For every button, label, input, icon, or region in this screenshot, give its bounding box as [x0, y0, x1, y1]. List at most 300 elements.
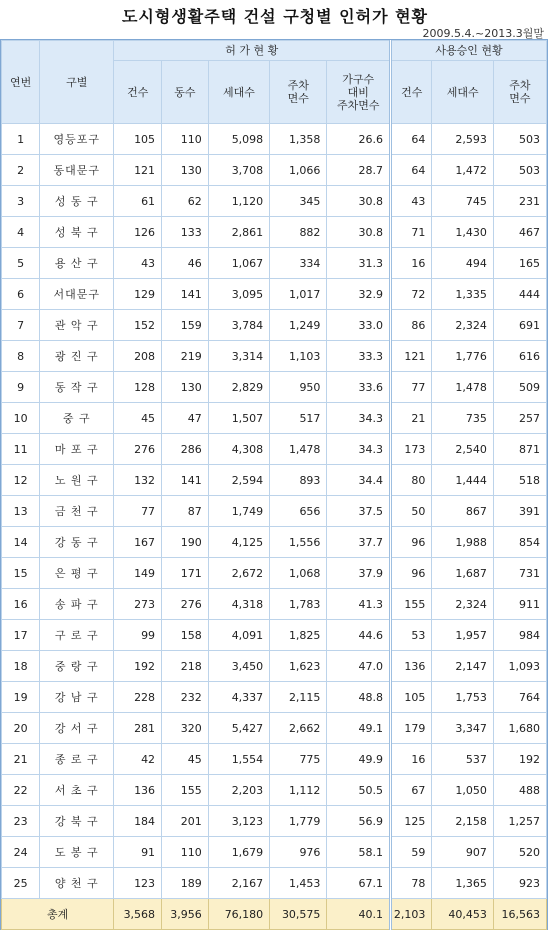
row-approval-units: 1,753: [432, 682, 493, 713]
row-approval-parking: 231: [493, 186, 546, 217]
row-cases: 123: [114, 868, 162, 899]
row-approval-units: 1,988: [432, 527, 493, 558]
row-cases: 167: [114, 527, 162, 558]
row-ratio: 26.6: [327, 124, 391, 155]
row-approval-cases: 72: [391, 279, 432, 310]
row-approval-units: 1,365: [432, 868, 493, 899]
total-ratio: 40.1: [327, 899, 391, 930]
row-units: 2,167: [208, 868, 269, 899]
row-cases: 281: [114, 713, 162, 744]
row-approval-cases: 67: [391, 775, 432, 806]
row-parking: 345: [270, 186, 327, 217]
row-units: 4,337: [208, 682, 269, 713]
row-units: 3,095: [208, 279, 269, 310]
row-approval-units: 2,158: [432, 806, 493, 837]
row-district: 강 동 구: [40, 527, 114, 558]
row-units: 1,120: [208, 186, 269, 217]
row-district: 강 북 구: [40, 806, 114, 837]
row-approval-units: 2,593: [432, 124, 493, 155]
row-approval-units: 1,472: [432, 155, 493, 186]
row-units: 5,098: [208, 124, 269, 155]
row-approval-parking: 1,093: [493, 651, 546, 682]
row-ratio: 58.1: [327, 837, 391, 868]
table-row: [2, 372, 547, 403]
header-district: 구별: [40, 41, 114, 124]
row-cases: 105: [114, 124, 162, 155]
row-approval-cases: 80: [391, 465, 432, 496]
row-approval-units: 1,444: [432, 465, 493, 496]
row-parking: 1,112: [270, 775, 327, 806]
row-cases: 121: [114, 155, 162, 186]
row-approval-parking: 764: [493, 682, 546, 713]
row-number: 14: [2, 527, 40, 558]
row-number: 13: [2, 496, 40, 527]
row-parking: 775: [270, 744, 327, 775]
header-approval-cases: 건수: [391, 61, 432, 124]
row-ratio: 50.5: [327, 775, 391, 806]
row-ratio: 49.1: [327, 713, 391, 744]
row-units: 2,861: [208, 217, 269, 248]
table-row: [2, 496, 547, 527]
row-approval-cases: 21: [391, 403, 432, 434]
header-permit-units: 세대수: [208, 61, 269, 124]
row-approval-parking: 518: [493, 465, 546, 496]
row-number: 10: [2, 403, 40, 434]
row-parking: 1,358: [270, 124, 327, 155]
row-parking: 1,779: [270, 806, 327, 837]
row-approval-parking: 731: [493, 558, 546, 589]
row-approval-parking: 520: [493, 837, 546, 868]
row-number: 24: [2, 837, 40, 868]
total-approval-cases: 2,103: [391, 899, 432, 930]
header-permit-parking: 주차 면수: [270, 61, 327, 124]
row-buildings: 87: [162, 496, 209, 527]
row-cases: 42: [114, 744, 162, 775]
row-district: 강 남 구: [40, 682, 114, 713]
row-district: 금 천 구: [40, 496, 114, 527]
row-cases: 149: [114, 558, 162, 589]
row-parking: 1,068: [270, 558, 327, 589]
row-units: 3,314: [208, 341, 269, 372]
row-units: 2,594: [208, 465, 269, 496]
header-approval-units: 세대수: [432, 61, 493, 124]
row-buildings: 218: [162, 651, 209, 682]
header-approval-parking: 주차 면수: [493, 61, 546, 124]
row-buildings: 320: [162, 713, 209, 744]
table-row: [2, 434, 547, 465]
row-parking: 1,017: [270, 279, 327, 310]
row-ratio: 37.7: [327, 527, 391, 558]
row-units: 1,679: [208, 837, 269, 868]
row-ratio: 30.8: [327, 217, 391, 248]
row-number: 7: [2, 310, 40, 341]
row-cases: 126: [114, 217, 162, 248]
row-units: 4,091: [208, 620, 269, 651]
row-approval-cases: 136: [391, 651, 432, 682]
row-approval-cases: 77: [391, 372, 432, 403]
row-buildings: 110: [162, 837, 209, 868]
row-buildings: 276: [162, 589, 209, 620]
row-approval-units: 907: [432, 837, 493, 868]
row-district: 양 천 구: [40, 868, 114, 899]
table-row: [2, 155, 547, 186]
row-district: 서대문구: [40, 279, 114, 310]
row-units: 3,708: [208, 155, 269, 186]
row-approval-parking: 509: [493, 372, 546, 403]
row-district: 광 진 구: [40, 341, 114, 372]
row-ratio: 28.7: [327, 155, 391, 186]
row-approval-cases: 179: [391, 713, 432, 744]
row-cases: 228: [114, 682, 162, 713]
row-units: 5,427: [208, 713, 269, 744]
row-buildings: 130: [162, 155, 209, 186]
row-approval-cases: 50: [391, 496, 432, 527]
row-parking: 1,556: [270, 527, 327, 558]
row-buildings: 45: [162, 744, 209, 775]
row-approval-cases: 96: [391, 558, 432, 589]
row-ratio: 48.8: [327, 682, 391, 713]
row-approval-cases: 43: [391, 186, 432, 217]
row-cases: 45: [114, 403, 162, 434]
table-row: [2, 217, 547, 248]
row-number: 4: [2, 217, 40, 248]
row-number: 6: [2, 279, 40, 310]
row-approval-parking: 467: [493, 217, 546, 248]
row-ratio: 37.9: [327, 558, 391, 589]
row-district: 성 북 구: [40, 217, 114, 248]
row-approval-parking: 1,257: [493, 806, 546, 837]
row-parking: 2,662: [270, 713, 327, 744]
row-approval-units: 1,687: [432, 558, 493, 589]
row-approval-parking: 192: [493, 744, 546, 775]
row-district: 종 로 구: [40, 744, 114, 775]
row-parking: 1,453: [270, 868, 327, 899]
total-approval-parking: 16,563: [493, 899, 546, 930]
row-district: 동 작 구: [40, 372, 114, 403]
row-approval-units: 745: [432, 186, 493, 217]
row-buildings: 232: [162, 682, 209, 713]
row-approval-parking: 691: [493, 310, 546, 341]
row-ratio: 44.6: [327, 620, 391, 651]
row-approval-parking: 871: [493, 434, 546, 465]
row-district: 관 악 구: [40, 310, 114, 341]
row-parking: 1,825: [270, 620, 327, 651]
row-ratio: 30.8: [327, 186, 391, 217]
row-cases: 77: [114, 496, 162, 527]
row-approval-parking: 616: [493, 341, 546, 372]
table-row: [2, 868, 547, 899]
row-district: 구 로 구: [40, 620, 114, 651]
total-approval-units: 40,453: [432, 899, 493, 930]
row-approval-units: 1,478: [432, 372, 493, 403]
total-parking: 30,575: [270, 899, 327, 930]
row-approval-cases: 78: [391, 868, 432, 899]
row-approval-units: 2,324: [432, 310, 493, 341]
table-row: [2, 806, 547, 837]
row-number: 2: [2, 155, 40, 186]
row-approval-parking: 444: [493, 279, 546, 310]
row-approval-units: 537: [432, 744, 493, 775]
row-buildings: 158: [162, 620, 209, 651]
row-cases: 184: [114, 806, 162, 837]
row-approval-parking: 165: [493, 248, 546, 279]
table-row: [2, 620, 547, 651]
row-approval-cases: 155: [391, 589, 432, 620]
row-buildings: 219: [162, 341, 209, 372]
table-row: [2, 589, 547, 620]
total-label: 총계: [2, 899, 114, 930]
row-parking: 882: [270, 217, 327, 248]
total-units: 76,180: [208, 899, 269, 930]
row-parking: 1,478: [270, 434, 327, 465]
row-approval-units: 2,324: [432, 589, 493, 620]
row-approval-cases: 64: [391, 124, 432, 155]
row-ratio: 47.0: [327, 651, 391, 682]
row-buildings: 133: [162, 217, 209, 248]
row-parking: 950: [270, 372, 327, 403]
table-row: [2, 651, 547, 682]
row-buildings: 46: [162, 248, 209, 279]
table-row: [2, 310, 547, 341]
table-row: [2, 837, 547, 868]
row-parking: 1,783: [270, 589, 327, 620]
row-approval-units: 2,147: [432, 651, 493, 682]
row-number: 22: [2, 775, 40, 806]
total-buildings: 3,956: [162, 899, 209, 930]
row-ratio: 34.4: [327, 465, 391, 496]
row-approval-parking: 257: [493, 403, 546, 434]
header-seq: 연번: [2, 41, 40, 124]
row-approval-cases: 71: [391, 217, 432, 248]
row-cases: 208: [114, 341, 162, 372]
row-number: 21: [2, 744, 40, 775]
header-permit-group: 허 가 현 황: [114, 41, 391, 61]
table-row: [2, 248, 547, 279]
row-number: 19: [2, 682, 40, 713]
row-units: 3,784: [208, 310, 269, 341]
table-row: [2, 744, 547, 775]
row-units: 1,507: [208, 403, 269, 434]
table-row: [2, 527, 547, 558]
row-parking: 1,623: [270, 651, 327, 682]
row-district: 서 초 구: [40, 775, 114, 806]
row-ratio: 33.6: [327, 372, 391, 403]
row-cases: 132: [114, 465, 162, 496]
row-approval-parking: 391: [493, 496, 546, 527]
table-row: [2, 279, 547, 310]
row-buildings: 110: [162, 124, 209, 155]
row-number: 11: [2, 434, 40, 465]
row-approval-units: 1,335: [432, 279, 493, 310]
row-number: 3: [2, 186, 40, 217]
row-parking: 334: [270, 248, 327, 279]
header-approval-group: 사용승인 현황: [391, 41, 547, 61]
row-approval-units: 3,347: [432, 713, 493, 744]
row-units: 4,318: [208, 589, 269, 620]
row-district: 송 파 구: [40, 589, 114, 620]
period-label: 2009.5.4.~2013.3월말: [422, 27, 544, 40]
row-cases: 91: [114, 837, 162, 868]
table-row: [2, 465, 547, 496]
row-parking: 517: [270, 403, 327, 434]
row-approval-units: 1,050: [432, 775, 493, 806]
row-number: 18: [2, 651, 40, 682]
row-buildings: 190: [162, 527, 209, 558]
row-cases: 276: [114, 434, 162, 465]
total-cases: 3,568: [114, 899, 162, 930]
permit-status-table: [1, 40, 547, 930]
row-district: 중 랑 구: [40, 651, 114, 682]
row-approval-cases: 121: [391, 341, 432, 372]
row-number: 8: [2, 341, 40, 372]
row-cases: 136: [114, 775, 162, 806]
row-approval-parking: 923: [493, 868, 546, 899]
table-row: [2, 775, 547, 806]
row-number: 20: [2, 713, 40, 744]
table-row: [2, 124, 547, 155]
row-cases: 152: [114, 310, 162, 341]
row-parking: 656: [270, 496, 327, 527]
row-district: 영등포구: [40, 124, 114, 155]
row-approval-units: 867: [432, 496, 493, 527]
row-units: 4,125: [208, 527, 269, 558]
row-buildings: 141: [162, 465, 209, 496]
row-approval-units: 1,776: [432, 341, 493, 372]
row-number: 9: [2, 372, 40, 403]
row-units: 3,450: [208, 651, 269, 682]
row-number: 17: [2, 620, 40, 651]
row-number: 1: [2, 124, 40, 155]
table-row: [2, 403, 547, 434]
row-cases: 43: [114, 248, 162, 279]
row-cases: 129: [114, 279, 162, 310]
row-approval-parking: 984: [493, 620, 546, 651]
table-row: [2, 682, 547, 713]
row-district: 동대문구: [40, 155, 114, 186]
row-buildings: 189: [162, 868, 209, 899]
row-units: 1,554: [208, 744, 269, 775]
row-approval-cases: 105: [391, 682, 432, 713]
row-ratio: 33.3: [327, 341, 391, 372]
row-units: 2,203: [208, 775, 269, 806]
header-permit-buildings: 동수: [162, 61, 209, 124]
row-approval-units: 735: [432, 403, 493, 434]
row-ratio: 31.3: [327, 248, 391, 279]
row-number: 5: [2, 248, 40, 279]
row-approval-cases: 53: [391, 620, 432, 651]
row-ratio: 32.9: [327, 279, 391, 310]
row-approval-parking: 503: [493, 155, 546, 186]
table-row: [2, 713, 547, 744]
row-number: 23: [2, 806, 40, 837]
row-number: 15: [2, 558, 40, 589]
row-cases: 99: [114, 620, 162, 651]
row-buildings: 62: [162, 186, 209, 217]
row-parking: 893: [270, 465, 327, 496]
row-approval-cases: 16: [391, 744, 432, 775]
row-approval-cases: 173: [391, 434, 432, 465]
row-approval-cases: 59: [391, 837, 432, 868]
row-cases: 128: [114, 372, 162, 403]
row-parking: 1,103: [270, 341, 327, 372]
row-buildings: 286: [162, 434, 209, 465]
row-parking: 976: [270, 837, 327, 868]
row-buildings: 141: [162, 279, 209, 310]
table-row: [2, 558, 547, 589]
row-approval-parking: 911: [493, 589, 546, 620]
row-number: 25: [2, 868, 40, 899]
row-ratio: 33.0: [327, 310, 391, 341]
row-approval-units: 1,957: [432, 620, 493, 651]
row-approval-parking: 488: [493, 775, 546, 806]
row-district: 도 봉 구: [40, 837, 114, 868]
row-ratio: 34.3: [327, 403, 391, 434]
row-parking: 2,115: [270, 682, 327, 713]
row-units: 2,829: [208, 372, 269, 403]
row-number: 16: [2, 589, 40, 620]
row-buildings: 159: [162, 310, 209, 341]
row-buildings: 155: [162, 775, 209, 806]
row-cases: 192: [114, 651, 162, 682]
row-approval-cases: 96: [391, 527, 432, 558]
row-parking: 1,066: [270, 155, 327, 186]
row-district: 강 서 구: [40, 713, 114, 744]
row-units: 1,749: [208, 496, 269, 527]
row-district: 성 동 구: [40, 186, 114, 217]
row-district: 용 산 구: [40, 248, 114, 279]
row-parking: 1,249: [270, 310, 327, 341]
row-district: 노 원 구: [40, 465, 114, 496]
row-approval-units: 1,430: [432, 217, 493, 248]
row-cases: 61: [114, 186, 162, 217]
row-district: 은 평 구: [40, 558, 114, 589]
row-approval-cases: 16: [391, 248, 432, 279]
row-approval-parking: 503: [493, 124, 546, 155]
table-row: [2, 186, 547, 217]
page-title: 도시형생활주택 건설 구청별 인허가 현황: [121, 7, 429, 26]
total-row: [2, 899, 547, 930]
row-number: 12: [2, 465, 40, 496]
header-permit-ratio: 가구수 대비 주차면수: [327, 61, 391, 124]
row-approval-parking: 1,680: [493, 713, 546, 744]
row-units: 4,308: [208, 434, 269, 465]
row-units: 3,123: [208, 806, 269, 837]
header-permit-cases: 건수: [114, 61, 162, 124]
row-cases: 273: [114, 589, 162, 620]
row-district: 마 포 구: [40, 434, 114, 465]
row-ratio: 37.5: [327, 496, 391, 527]
row-ratio: 56.9: [327, 806, 391, 837]
row-buildings: 47: [162, 403, 209, 434]
row-units: 2,672: [208, 558, 269, 589]
row-approval-cases: 86: [391, 310, 432, 341]
row-buildings: 201: [162, 806, 209, 837]
row-approval-cases: 64: [391, 155, 432, 186]
row-ratio: 41.3: [327, 589, 391, 620]
table-row: [2, 341, 547, 372]
row-district: 중 구: [40, 403, 114, 434]
row-approval-units: 2,540: [432, 434, 493, 465]
row-ratio: 34.3: [327, 434, 391, 465]
row-approval-cases: 125: [391, 806, 432, 837]
row-buildings: 171: [162, 558, 209, 589]
row-units: 1,067: [208, 248, 269, 279]
row-ratio: 67.1: [327, 868, 391, 899]
row-buildings: 130: [162, 372, 209, 403]
row-approval-parking: 854: [493, 527, 546, 558]
row-approval-units: 494: [432, 248, 493, 279]
row-ratio: 49.9: [327, 744, 391, 775]
